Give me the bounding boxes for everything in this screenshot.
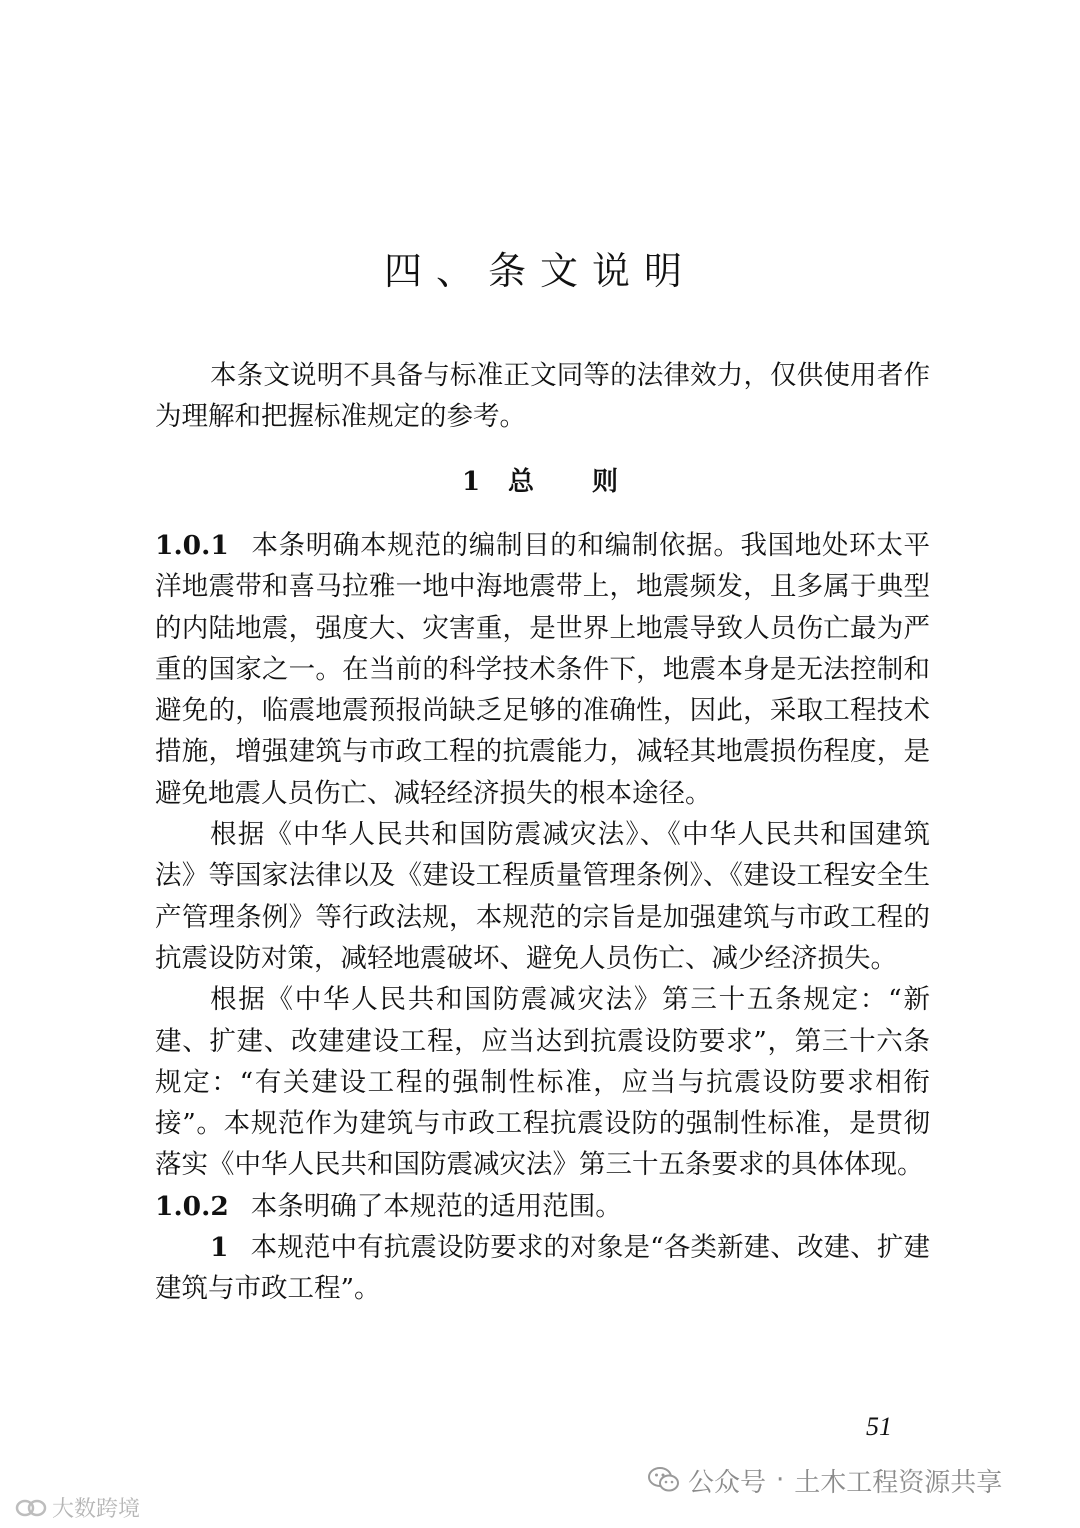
watermark-prefix: 公众号	[688, 1467, 767, 1498]
clause-1-0-2	[155, 1186, 930, 1227]
clause-1-0-1	[155, 525, 930, 814]
chapter-title: 四、条文说明	[383, 249, 696, 293]
clause-1-0-1-paragraph-2: 根据《中华人民共和国防震减灾法》、《中华人民共和国建筑法》等国家法律以及《建设工程质量管理条例》、《建设工程安全生产管理条例》等行政法规，本规范的宗旨是加强建筑与市政工程的抗震设防对策，减轻地震破坏、避免人员伤亡、减少经济损失。	[155, 819, 930, 974]
watermark-separator: ·	[776, 1465, 785, 1495]
item-number: 1	[210, 1232, 229, 1264]
intro-paragraph: 本条文说明不具备与标准正文同等的法律效力，仅供使用者作为理解和把握标准规定的参考。	[155, 360, 930, 433]
wechat-watermark	[648, 1460, 1002, 1500]
clause-text: 本条明确了本规范的适用范围。	[250, 1190, 622, 1222]
corner-watermark	[14, 1492, 140, 1523]
page-number: 51	[866, 1412, 892, 1441]
watermark-account-name: 土木工程资源共享	[794, 1467, 1003, 1498]
clause-1-0-1-paragraph-3: 根据《中华人民共和国防震减灾法》第三十五条规定：“新建、扩建、改建建设工程，应当达到抗震设防要求”，第三十六条规定：“有关建设工程的强制性标准，应当与抗震设防要求相衔接”。本规范作为建筑与市政工程抗震设防的强制性标准，是贯彻落实《中华人民共和国防震减灾法》第三十五条要求的具体体现。	[155, 984, 930, 1181]
clause-text: 本条明确本规范的编制目的和编制依据。我国地处环太平洋地震带和喜马拉雅一地中海地震带上，地震频发，且多属于典型的内陆地震，强度大、灾害重，是世界上地震导致人员伤亡最为严重的国家之一。在当前的科学技术条件下，地震本身是无法控制和避免的，临震地震预报尚缺乏足够的准确性，因此，采取工程技术措施，增强建筑与市政工程的抗震能力，减轻其地震损伤程度，是避免地震人员伤亡、减轻经济损失的根本途径。	[155, 530, 930, 809]
link-logo-icon	[14, 1497, 48, 1519]
main-text	[155, 525, 930, 1310]
clause-number: 1.0.2	[155, 1190, 229, 1222]
clause-number: 1.0.1	[155, 530, 229, 561]
corner-watermark-text: 大数跨境	[52, 1497, 141, 1522]
clause-1-0-2-item-1	[155, 1227, 930, 1310]
section-word-1: 总	[508, 467, 535, 497]
wechat-icon	[648, 1466, 680, 1494]
section-word-2: 则	[592, 467, 619, 497]
section-number: 1	[461, 467, 481, 497]
item-text: 本规范中有抗震设防要求的对象是“各类新建、改建、扩建建筑与市政工程”。	[155, 1232, 930, 1305]
section-heading	[0, 462, 1080, 502]
